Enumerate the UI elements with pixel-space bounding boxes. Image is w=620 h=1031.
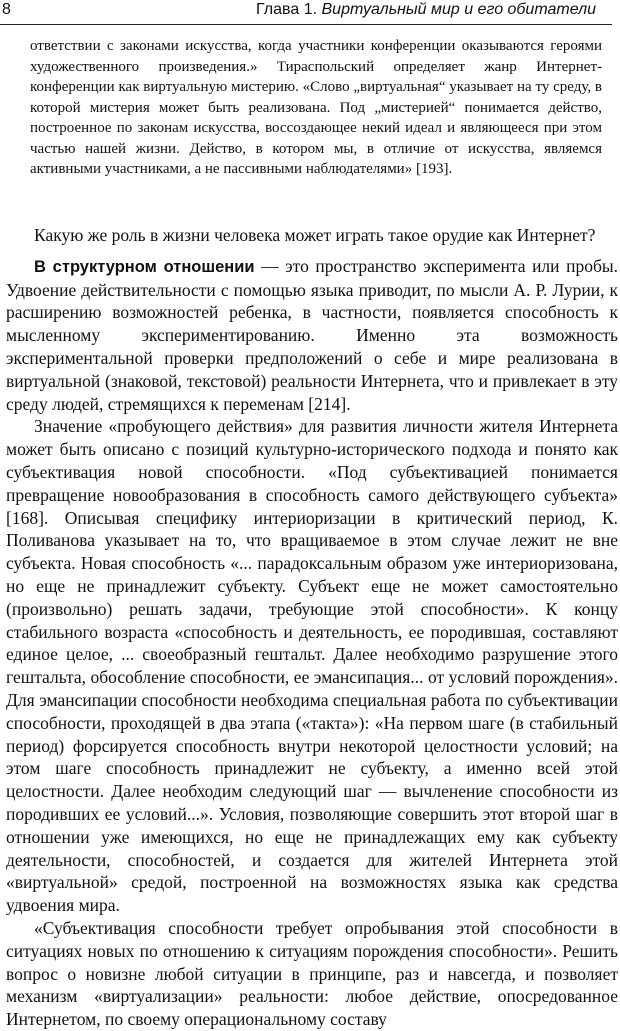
header-rule (0, 24, 612, 25)
page-header (0, 0, 620, 28)
quote-paragraph: ответствии с законами искусства, когда участники конференции оказываются героями художественного произведения.» Тираспольский определяет жанр Интернет-конференции как виртуальную мистерию. «Слово „виртуальная“ указывает на ту среду, в которой мистерия может быть реализована. Под „мистерией“ понимается действо, построенное по законам искусства, воссоздающее некий идеал и являющееся при этом частью нашей жизни. Действо, в котором мы, в отличие от искусства, являемся активными участниками, а не пассивными наблюдателями» [193]. (30, 38, 602, 177)
body-text (6, 224, 618, 1031)
paragraph-2-text: — это пространство эксперимента или пробы. Удвоение действительности с помощью языка приводит, по мысли А. Р. Лурии, к расширению возможностей ребенка, в частности, появляется способность к мысленному экспериментированию. Именно эта возможность экспериментальной проверки предположений о себе и мире реализована в виртуальной (знаковой, текстовой) реальности Интернета, что и привлекает в эту среду людей, стремящихся к переменам [214]. (6, 255, 618, 414)
paragraph-1: Какую же роль в жизни человека может играть такое орудие как Интернет? (34, 225, 596, 245)
page-number: 8 (2, 1, 11, 18)
running-head (0, 1, 596, 19)
paragraph-2 (6, 255, 618, 416)
block-quote (30, 36, 602, 180)
chapter-label: Глава 1. (256, 1, 318, 18)
chapter-title: Виртуальный мир и его обитатели (321, 1, 596, 18)
paragraph-4: «Субъективация способности требует опробывания этой способности в ситуациях новых по отношению к ситуациям порождения способности». Решить вопрос о новизне любой ситуации в принципе, раз и навсегда, и позволяет механизм «виртуализации» реальности: любое действие, опосредованное Интернетом, по своему операциональному составу (6, 917, 618, 1030)
paragraph-2-term: В структурном отношении (34, 257, 255, 276)
paragraph-3: Значение «пробующего действия» для развития личности жителя Интернета может быть описано с позиций культурно-исторического подхода и понято как субъективация новой способности. «Под субъективацией понимается превращение новообразования в способность самого действующего субъекта» [168]. Описывая специфику интериоризации в критический период, К. Поливанова указывает на то, что вращиваемое в этом случае лежит не вне субъекта. Новая способность «... парадоксальным образом уже интериоризована, но еще не принадлежит субъекту. Субъект еще не может самостоятельно (произвольно) решать задачи, требующие этой способности». К концу стабильного возраста «способность и деятельность, ее породившая, составляют единое целое, ... своеобразный гештальт. Далее необходимо разрушение этого гештальта, обособление способности, ее эмансипация... от условий порождения». Для эмансипации способности необходима специальная работа по субъективации способности, проходящей в два этапа («такта»): «На первом шаге (в стабильный период) форсируется способность внутри некоторой целостности условий; на этом шаге способность принадлежит не субъекту, а именно всей этой целостности. Далее необходим следующий шаг — вычленение способности из породивших ее условий...». Условия, позволяющие совершить этот второй шаг в отношении уже имеющихся, но еще не принадлежащих ему как субъекту деятельности, способностей, и создается для жителей Интернета этой «виртуальной» средой, построенной на возможностях языка как средства удвоения мира. (6, 416, 618, 916)
